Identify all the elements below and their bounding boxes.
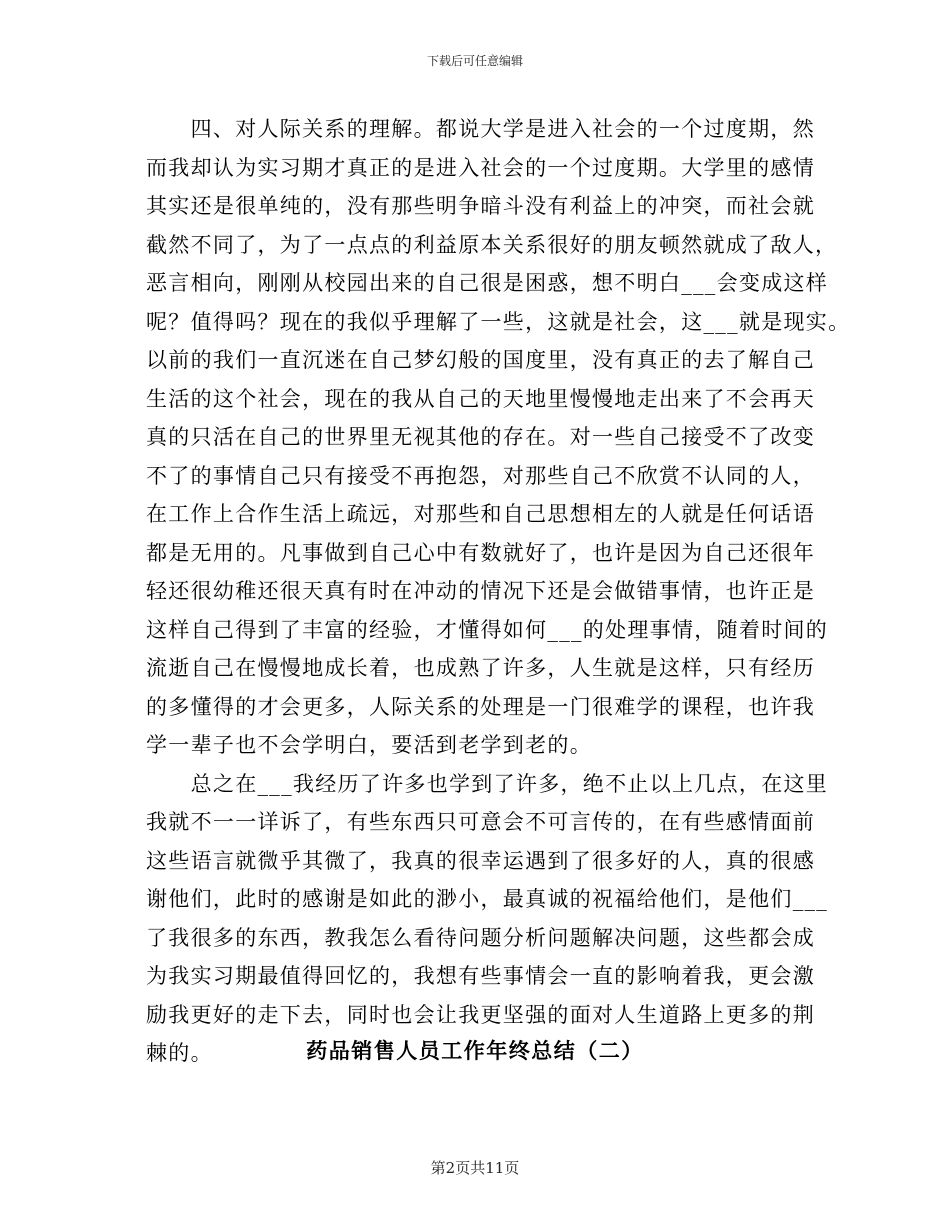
text-line: 而我却认为实习期才真正的是进入社会的一个过度期。大学里的感情 — [146, 155, 815, 180]
text-line: 谢他们，此时的感谢是如此的渺小，最真诚的祝福给他们，是他们___ — [146, 887, 829, 911]
document-body — [146, 110, 851, 1073]
text-line: 真的只活在自己的世界里无视其他的存在。对一些自己接受不了改变 — [146, 425, 815, 449]
text-line: 总之在___我经历了许多也学到了许多，绝不止以上几点，在这里 — [146, 771, 829, 796]
text-line: 呢？值得吗？现在的我似乎理解了一些，这就是社会，这___就是现实。 — [146, 309, 851, 334]
text-line: 的多懂得的才会更多，人际关系的处理是一门很难学的课程，也许我 — [146, 694, 815, 719]
text-line: 我就不一一详诉了，有些东西只可意会不可言传的，在有些感情面前 — [146, 810, 815, 834]
text-line: 在工作上合作生活上疏远，对那些和自己思想相左的人就是任何话语 — [146, 502, 815, 526]
text-line: 其实还是很单纯的，没有那些明争暗斗没有利益上的冲突，而社会就 — [146, 194, 815, 218]
page-header: 下载后可任意编辑 — [426, 54, 523, 68]
text-line: 截然不同了，为了一点点的利益原本关系很好的朋友顿然就成了敌人， — [146, 232, 838, 257]
text-line: 四、对人际关系的理解。都说大学是进入社会的一个过度期，然 — [146, 117, 815, 141]
text-line: 了我很多的东西，教我怎么看待问题分析问题解决问题，这些都会成 — [146, 925, 815, 950]
text-line: 流逝自己在慢慢地成长着，也成熟了许多，人生就是这样，只有经历 — [146, 656, 815, 680]
text-line: 这样自己得到了丰富的经验，才懂得如何___的处理事情，随着时间的 — [146, 617, 829, 642]
text-line: 恶言相向，刚刚从校园出来的自己很是困惑，想不明白___会变成这样 — [146, 271, 829, 295]
text-line: 这些语言就微乎其微了，我真的很幸运遇到了很多好的人，真的很感 — [146, 848, 815, 873]
text-line: 棘的。 — [146, 1041, 213, 1065]
section-title: 药品销售人员工作年终总结（二） — [306, 1038, 644, 1063]
text-line: 为我实习期最值得回忆的，我想有些事情会一直的影响着我，更会激 — [146, 964, 815, 988]
text-line: 不了的事情自己只有接受不再抱怨，对那些自己不欣赏不认同的人， — [146, 463, 815, 488]
text-line: 励我更好的走下去，同时也会让我更坚强的面对人生道路上更多的荆 — [146, 1002, 815, 1027]
text-line: 以前的我们一直沉迷在自己梦幻般的国度里，没有真正的去了解自己 — [146, 348, 815, 372]
page-footer: 第2页共11页 — [430, 1159, 520, 1177]
text-line: 生活的这个社会，现在的我从自己的天地里慢慢地走出来了不会再天 — [146, 386, 815, 411]
text-line: 都是无用的。凡事做到自己心中有数就好了，也许是因为自己还很年 — [146, 540, 815, 565]
text-line: 轻还很幼稚还很天真有时在冲动的情况下还是会做错事情，也许正是 — [146, 579, 815, 603]
text-line: 学一辈子也不会学明白，要活到老学到老的。 — [146, 733, 592, 757]
